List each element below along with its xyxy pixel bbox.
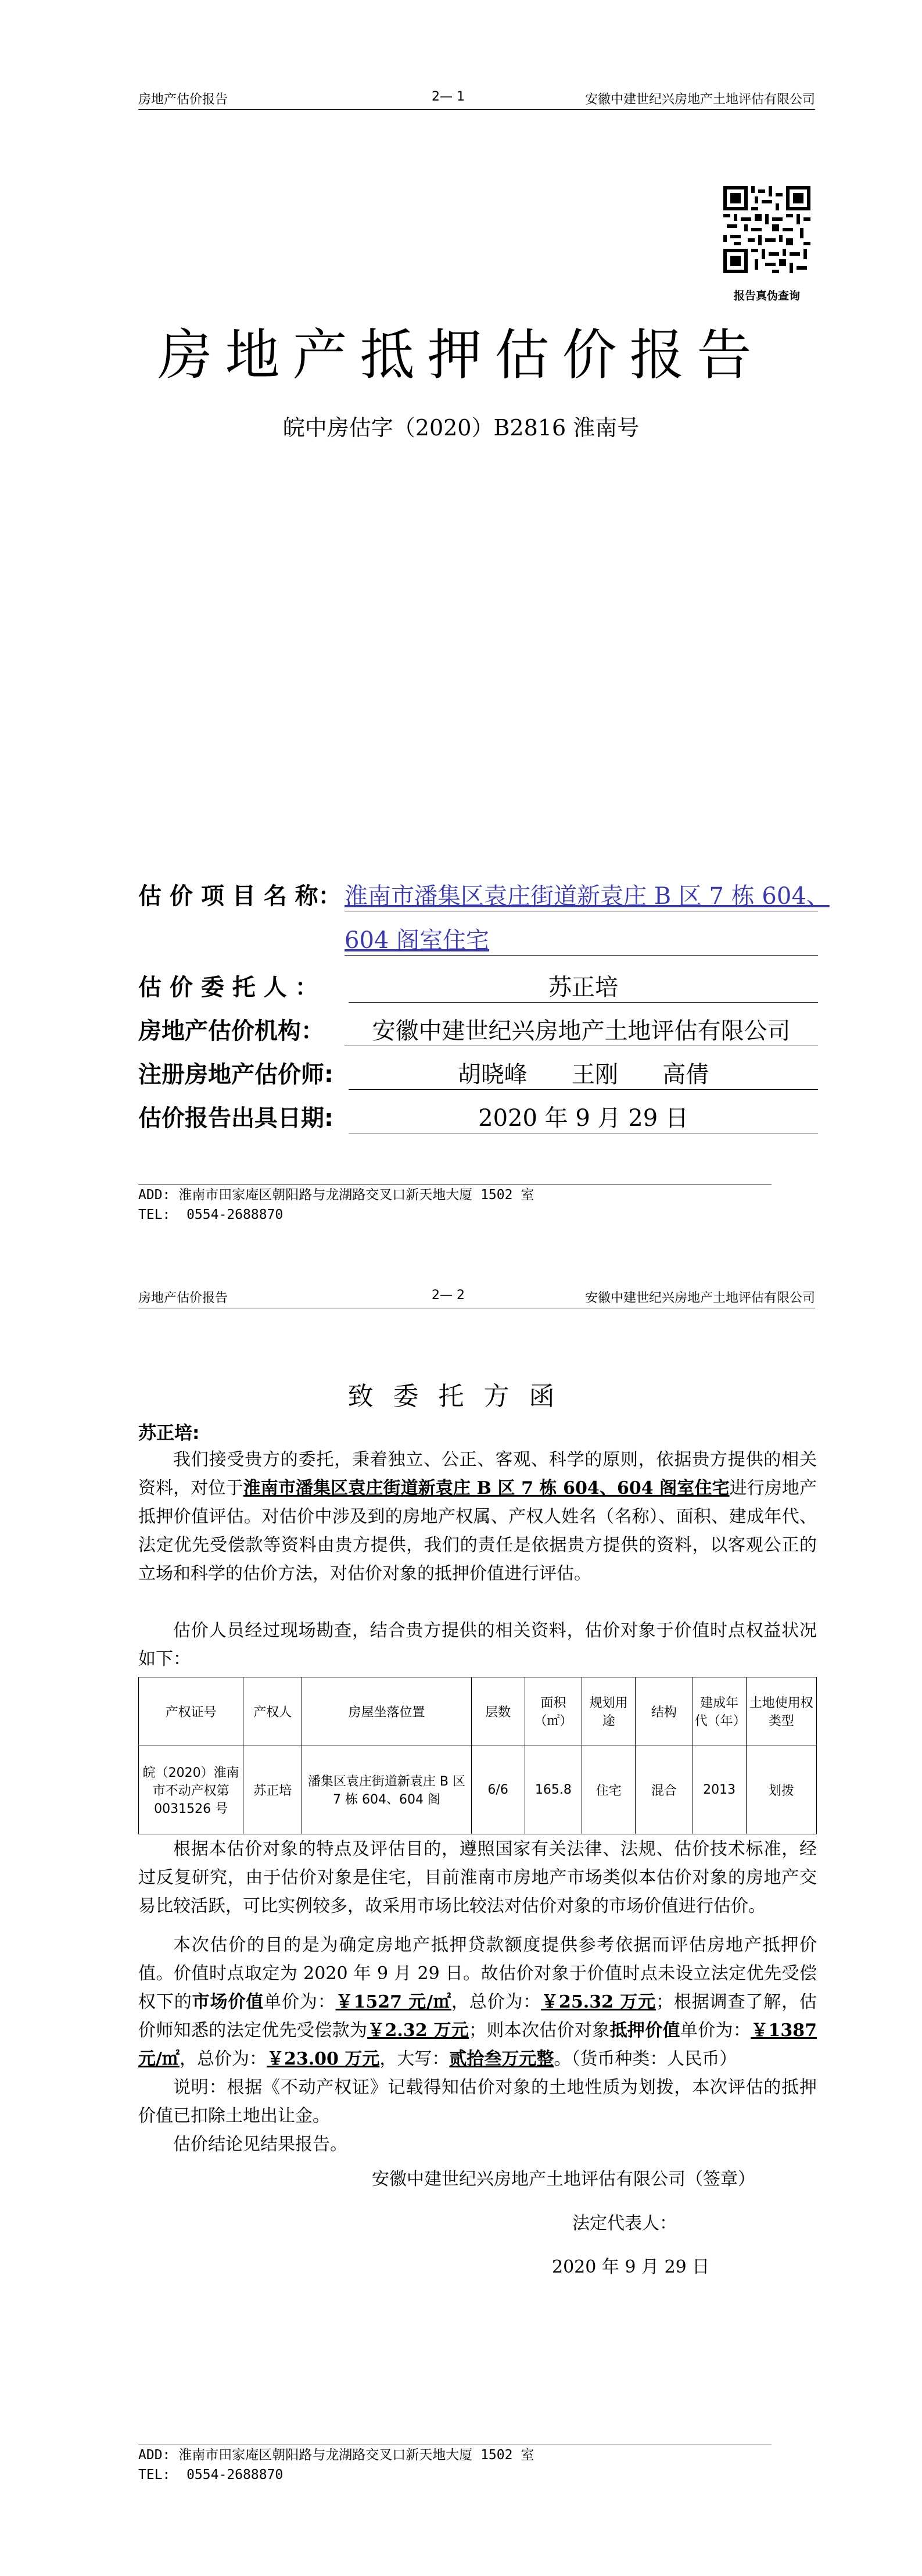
project-name-value[interactable]: 淮南市潘集区袁庄街道新袁庄 B 区 7 栋 604、 (345, 878, 818, 911)
p4-text: ，总价为： (451, 1992, 541, 2012)
p4-text: 本次估价的目的是为确定房地产抵押贷款额度提供参考依据而评估房地产抵押价值。价值时点取定为 2020 年 9 月 29 日。故估价对象于价值时点未设立法定优先受偿权下的 (138, 1935, 817, 2012)
mortgage-total-price: ￥23.00 万元 (266, 2049, 380, 2069)
mortgage-value-label: 抵押价值 (609, 2020, 680, 2041)
market-unit-price: ￥1527 元/㎡ (335, 1992, 451, 2012)
letter-salutation: 苏正培: (138, 1423, 200, 1444)
col-header: 建成年代（年） (693, 1677, 746, 1745)
header-page-number: 2— 1 (432, 90, 465, 104)
footer-tel: TEL: 0554-2688870 (138, 2467, 284, 2482)
col-header: 房屋坐落位置 (302, 1677, 471, 1745)
market-total-price: ￥25.32 万元 (541, 1992, 656, 2012)
signature-date: 2020 年 9 月 29 日 (552, 2257, 710, 2277)
project-name-value-cont[interactable]: 604 阁室住宅 (345, 922, 818, 956)
appraisers-value: 胡晓峰 王刚 高倩 (349, 1056, 818, 1090)
cell-year: 2013 (693, 1745, 746, 1834)
letter-title: 致委托方函 (347, 1382, 575, 1411)
cell-land-type: 划拨 (746, 1745, 816, 1834)
field-label: 估 价 项 目 名 称： (138, 883, 342, 910)
letter-paragraph-3: 根据本估价对象的特点及评估目的，遵照国家有关法律、法规、估价技术标准，经过反复研究，由于估价对象是住宅，目前淮南市房地产市场类似本估价对象的房地产交易比较活跃，可比实例较多，故采用市场比较法对估价对象的市场价值进行估价。 (138, 1839, 817, 1916)
p4-text: ，大写： (379, 2049, 450, 2069)
col-header: 层数 (471, 1677, 525, 1745)
report-title: 房地产抵押估价报告 (157, 324, 765, 387)
p4-text: ；根据调查了解，估价师知悉的法定优先受偿款为 (138, 1992, 817, 2041)
cell-area: 165.8 (525, 1745, 582, 1834)
letter-paragraph-5: 说明：根据《不动产权证》记载得知估价对象的土地性质为划拨，本次评估的抵押价值已扣除土地出让金。 (138, 2077, 817, 2126)
letter-paragraph-4 (138, 1931, 817, 2073)
mortgage-total-in-words: 贰拾叁万元整 (449, 2049, 554, 2069)
p1-text-cont: 进行房地产抵押价值评估。对估价中涉及到的房地产权属、产权人姓名（名称）、面积、建成年代、法定优先受偿款等资料由贵方提供，我们的责任是依据贵方提供的资料，以客观公正的立场和科学的估价方法，对估价对象的抵押价值进行评估。 (138, 1478, 817, 1584)
letter-paragraph-6: 估价结论见结果报告。 (173, 2134, 347, 2155)
page-footer (138, 2445, 772, 2485)
col-header: 规划用途 (582, 1677, 636, 1745)
cell-use: 住宅 (582, 1745, 636, 1834)
field-label: 房地产估价机构： (138, 1018, 324, 1044)
p4-text: 单价为： (680, 2020, 751, 2041)
header-right: 安徽中建世纪兴房地产土地评估有限公司 (584, 92, 815, 107)
signature-company: 安徽中建世纪兴房地产土地评估有限公司（签章） (372, 2169, 755, 2189)
table-row (139, 1745, 817, 1834)
cell-floors: 6/6 (471, 1745, 525, 1834)
issue-date-value: 2020 年 9 月 29 日 (349, 1100, 818, 1133)
running-header (138, 1287, 815, 1308)
field-label: 注册房地产估价师: (138, 1061, 333, 1088)
cell-cert-no: 皖（2020）淮南市不动产权第 0031526 号 (139, 1745, 243, 1834)
client-value: 苏正培 (349, 969, 818, 1003)
p4-text: ；则本次估价对象 (469, 2020, 610, 2041)
mortgage-unit-price: ￥1387 元/㎡ (138, 2020, 817, 2069)
header-left: 房地产估价报告 (138, 1291, 228, 1305)
property-address: 淮南市潘集区袁庄街道新袁庄 B 区 7 栋 604、604 阁室住宅 (243, 1478, 730, 1498)
p4-text: 单价为： (264, 1992, 336, 2012)
document-number: 皖中房估字（2020）B2816 淮南号 (282, 415, 640, 441)
market-value-label: 市场价值 (192, 1992, 264, 2012)
table-header-row (139, 1677, 817, 1745)
col-header: 产权人 (243, 1677, 302, 1745)
header-page-number: 2— 2 (432, 1288, 465, 1303)
header-left: 房地产估价报告 (138, 92, 228, 107)
signature-representative: 法定代表人： (572, 2213, 677, 2234)
cell-owner: 苏正培 (243, 1745, 302, 1834)
p1-text: 我们接受贵方的委托，秉着独立、公正、客观、科学的原则，依据贵方提供的相关资料，对位于 (138, 1450, 817, 1498)
priority-payment: ￥2.32 万元 (367, 2020, 469, 2041)
field-label: 估 价 委 托 人 ： (138, 974, 318, 1001)
field-label: 估价报告出具日期: (138, 1105, 333, 1132)
col-header: 面积（㎡） (525, 1677, 582, 1745)
property-table (138, 1677, 817, 1834)
footer-tel: TEL: 0554-2688870 (138, 1207, 284, 1222)
footer-address: ADD: 淮南市田家庵区朝阳路与龙湖路交叉口新天地大厦 1502 室 (138, 1187, 534, 1203)
col-header: 结构 (636, 1677, 693, 1745)
header-right: 安徽中建世纪兴房地产土地评估有限公司 (584, 1291, 815, 1305)
cell-location: 潘集区袁庄街道新袁庄 B 区 7 栋 604、604 阁 (302, 1745, 471, 1834)
p4-text: ，总价为： (179, 2049, 267, 2069)
qr-code-icon[interactable] (723, 186, 810, 273)
page-footer (138, 1185, 772, 1225)
p4-text: 。（货币种类：人民币） (554, 2049, 737, 2069)
col-header: 土地使用权类型 (746, 1677, 816, 1745)
footer-address: ADD: 淮南市田家庵区朝阳路与龙湖路交叉口新天地大厦 1502 室 (138, 2448, 534, 2463)
letter-paragraph-2: 估价人员经过现场勘查，结合贵方提供的相关资料，估价对象于价值时点权益状况如下： (138, 1620, 817, 1669)
col-header: 产权证号 (139, 1677, 243, 1745)
agency-value: 安徽中建世纪兴房地产土地评估有限公司 (345, 1012, 818, 1046)
running-header (138, 88, 815, 110)
qr-caption: 报告真伪查询 (733, 289, 800, 302)
cell-structure: 混合 (636, 1745, 693, 1834)
letter-paragraph-1 (138, 1446, 817, 1588)
